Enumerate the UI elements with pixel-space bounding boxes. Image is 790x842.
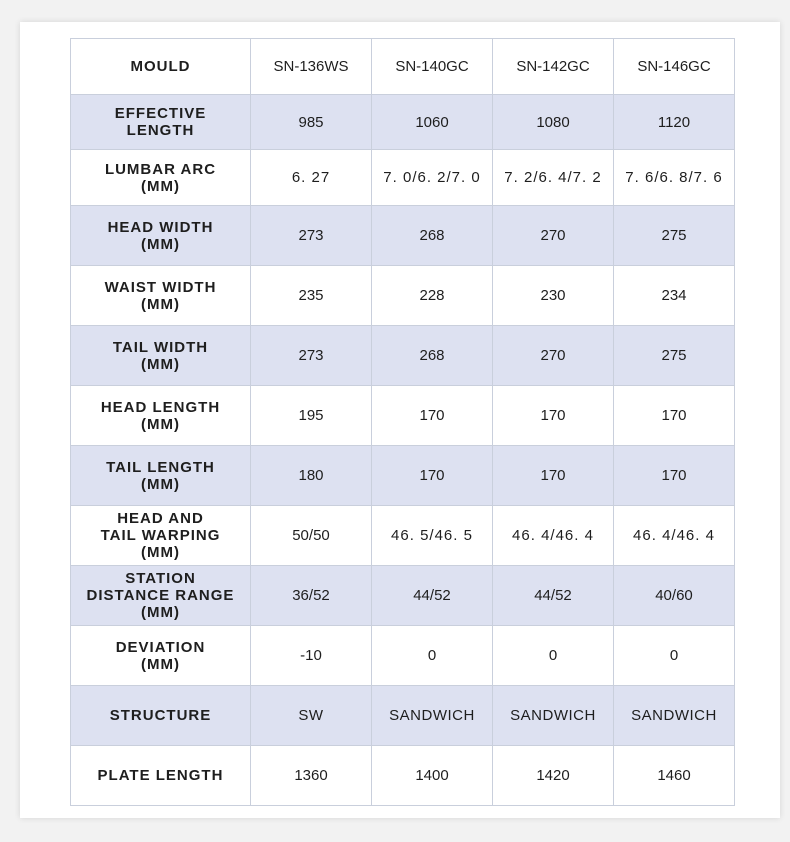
- row-label-line: (MM): [141, 295, 180, 313]
- row-label: [71, 566, 251, 626]
- row-label-line: EFFECTIVE: [114, 105, 207, 122]
- table-row: [71, 150, 735, 206]
- row-label: [71, 206, 251, 266]
- row-label-line: (MM): [141, 355, 180, 373]
- table-cell: 0: [614, 626, 735, 686]
- row-label-line: (MM): [141, 177, 180, 195]
- header-row: [71, 39, 735, 95]
- table-cell: 180: [251, 446, 372, 506]
- table-cell: 1400: [372, 746, 493, 806]
- row-label: [71, 150, 251, 206]
- table-cell: 0: [493, 626, 614, 686]
- table-cell: 985: [251, 95, 372, 150]
- table-cell: 1080: [493, 95, 614, 150]
- row-label-line: (MM): [141, 235, 180, 253]
- row-label-line: WAIST WIDTH: [104, 278, 217, 296]
- table-row: [71, 746, 735, 806]
- table-cell: 40/60: [614, 566, 735, 626]
- spec-card: [20, 22, 780, 818]
- table-cell: 235: [251, 266, 372, 326]
- row-label-line: PLATE LENGTH: [97, 767, 224, 784]
- header-model: SN-140GC: [372, 39, 493, 95]
- row-label: [71, 746, 251, 806]
- header-mould: MOULD: [71, 39, 251, 95]
- table-cell: 170: [614, 446, 735, 506]
- row-label-line: LUMBAR ARC: [104, 160, 217, 178]
- row-label-line: (MM): [141, 475, 180, 493]
- table-cell: 195: [251, 386, 372, 446]
- table-cell: 50/50: [251, 506, 372, 566]
- table-cell: SW: [251, 686, 372, 746]
- table-row: [71, 626, 735, 686]
- table-cell: 275: [614, 206, 735, 266]
- row-label-line: STATION: [125, 570, 196, 587]
- table-cell: SANDWICH: [372, 686, 493, 746]
- row-label-line: HEAD WIDTH: [107, 218, 214, 236]
- table-cell: 170: [372, 446, 493, 506]
- header-model: SN-136WS: [251, 39, 372, 95]
- row-label-line: HEAD AND: [117, 510, 204, 527]
- table-row: [71, 446, 735, 506]
- table-cell: 270: [493, 326, 614, 386]
- table-cell: 170: [372, 386, 493, 446]
- row-label-line: DEVIATION: [115, 638, 206, 656]
- header-model: SN-142GC: [493, 39, 614, 95]
- row-label-line: TAIL LENGTH: [106, 458, 215, 476]
- row-label-line: STRUCTURE: [109, 707, 212, 724]
- row-label-line: LENGTH: [126, 122, 195, 139]
- table-cell: 6. 27: [251, 150, 372, 206]
- table-cell: 273: [251, 206, 372, 266]
- table-cell: 273: [251, 326, 372, 386]
- table-cell: 268: [372, 326, 493, 386]
- table-cell: 170: [493, 446, 614, 506]
- table-row: [71, 206, 735, 266]
- table-cell: 268: [372, 206, 493, 266]
- table-cell: 0: [372, 626, 493, 686]
- row-label-line: (MM): [141, 415, 180, 433]
- row-label: [71, 446, 251, 506]
- table-row: [71, 506, 735, 566]
- table-cell: 234: [614, 266, 735, 326]
- row-label: [71, 95, 251, 150]
- table-cell: 228: [372, 266, 493, 326]
- table-cell: 170: [493, 386, 614, 446]
- table-row: [71, 386, 735, 446]
- table-cell: 170: [614, 386, 735, 446]
- row-label-line: HEAD LENGTH: [100, 398, 221, 416]
- table-cell: 1360: [251, 746, 372, 806]
- spec-table: [70, 38, 735, 806]
- table-cell: 1460: [614, 746, 735, 806]
- row-label: [71, 326, 251, 386]
- table-cell: 7. 2/6. 4/7. 2: [493, 150, 614, 206]
- table-cell: 46. 4/46. 4: [614, 506, 735, 566]
- table-cell: 275: [614, 326, 735, 386]
- table-cell: 44/52: [372, 566, 493, 626]
- table-cell: 7. 0/6. 2/7. 0: [372, 150, 493, 206]
- row-label: [71, 266, 251, 326]
- row-label-line: TAIL WARPING: [100, 527, 221, 544]
- table-cell: 1420: [493, 746, 614, 806]
- row-label-line: (MM): [141, 604, 180, 621]
- table-cell: SANDWICH: [614, 686, 735, 746]
- row-label: [71, 626, 251, 686]
- table-cell: SANDWICH: [493, 686, 614, 746]
- row-label-line: DISTANCE RANGE: [86, 587, 235, 604]
- row-label-line: TAIL WIDTH: [112, 338, 209, 356]
- table-cell: 1060: [372, 95, 493, 150]
- table-row: [71, 686, 735, 746]
- header-model: SN-146GC: [614, 39, 735, 95]
- table-row: [71, 566, 735, 626]
- table-cell: 230: [493, 266, 614, 326]
- table-row: [71, 266, 735, 326]
- row-label-line: (MM): [141, 655, 180, 673]
- table-row: [71, 95, 735, 150]
- table-cell: 46. 5/46. 5: [372, 506, 493, 566]
- table-cell: 44/52: [493, 566, 614, 626]
- table-row: [71, 326, 735, 386]
- row-label-line: (MM): [141, 544, 180, 561]
- table-cell: 1120: [614, 95, 735, 150]
- row-label: [71, 686, 251, 746]
- table-cell: 7. 6/6. 8/7. 6: [614, 150, 735, 206]
- row-label: [71, 506, 251, 566]
- table-cell: -10: [251, 626, 372, 686]
- table-cell: 46. 4/46. 4: [493, 506, 614, 566]
- row-label: [71, 386, 251, 446]
- table-cell: 36/52: [251, 566, 372, 626]
- table-cell: 270: [493, 206, 614, 266]
